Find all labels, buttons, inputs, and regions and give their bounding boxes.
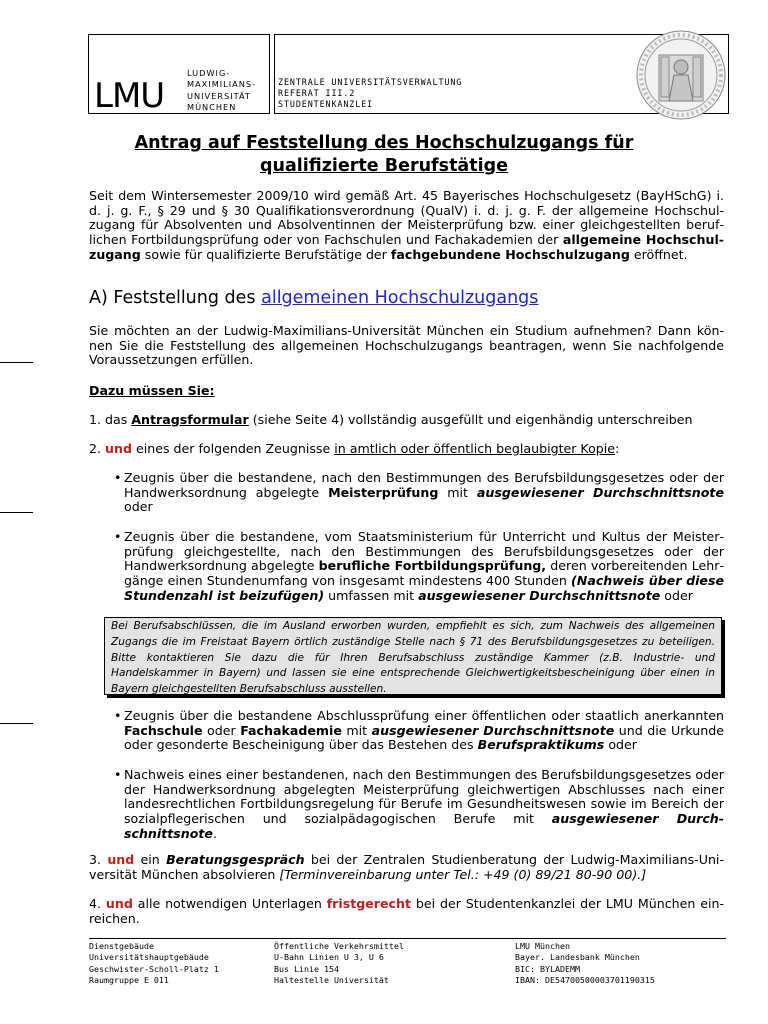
section-a-link[interactable]: allgemeinen Hochschulzugangs [261, 288, 539, 308]
university-seal-image [636, 29, 726, 121]
intro-paragraph: Seit dem Wintersemester 2009/10 wird gemäß Art. 45 Bayerisches Hochschulgesetz (BayHSchG) i. d. j. g. F., § 29 und § 30 Qualifikationsverordnung (QualV) i. d. j. g. F. der allgemeine Hochschulzugang für Absolventen und Absolventinnen der Meisterprüfung bzw. einer gleichgestellten beruflichen Fortbildungsprüfung oder von Fachschulen und Fachakademien der allgemeine Hochschulzugang sowie für qualifizierte Berufstätige der fachgebundene Hochschulzugang eröffnet. [89, 188, 724, 262]
requirements-heading: Dazu müssen Sie: [89, 383, 215, 398]
certificate-option-3: • Zeugnis über die bestandene Abschlussprüfung einer öffentlichen oder staatlich anerkannten Fachschule oder Fachakademie mit ausgewiesener Durchschnittsnote und die Urkunde oder gesonderte Bescheinigung über das Bestehen des Berufspraktikums oder [114, 708, 724, 753]
bullet-icon: • [114, 470, 122, 485]
university-name: LUDWIG- MAXIMILIANS- UNIVERSITÄT MÜNCHEN [187, 68, 257, 113]
fold-mark-bottom [0, 723, 33, 724]
footer-building: Dienstgebäude Universitätshauptgebäude Geschwister-Scholl-Platz 1 Raumgruppe E 011 [89, 941, 219, 985]
requirement-2: 2. und eines der folgenden Zeugnisse in amtlich oder öffentlich beglaubigter Kopie: [89, 441, 620, 456]
bullet-icon: • [114, 708, 122, 723]
footer-divider [89, 938, 726, 939]
footer-bank: LMU München Bayer. Landesbank München BIC: BYLADEMM IBAN: DE54700500003701190315 [515, 941, 655, 985]
certificate-option-1: • Zeugnis über die bestandene, nach den Bestimmungen des Berufsbildungsgesetzes oder der Handwerksordnung abgelegte Meisterprüfung mit ausgewiesener Durchschnittsnote oder [114, 470, 724, 515]
bullet-icon: • [114, 529, 122, 544]
certificate-option-2: • Zeugnis über die bestandene, vom Staatsministerium für Unterricht und Kultus der Meisterprüfung gleichgestellte, nach den Bestimmungen des Berufsbildungsgesetzes oder der Handwerksordnung abgelegte berufliche Fortbildungsprüfung, deren vorbereitenden Lehrgänge einen Stundenumfang von insgesamt mindestens 400 Stunden (Nachweis über diese Stundenzahl ist beizufügen) umfassen mit ausgewiesener Durchschnittsnote oder [114, 529, 724, 603]
requirement-1: 1. das Antragsformular (siehe Seite 4) vollständig ausgefüllt und eigenhändig unterschreiben [89, 412, 693, 427]
lmu-logo: LMU [94, 76, 165, 116]
section-a-heading: A) Feststellung des allgemeinen Hochschulzugangs [89, 288, 539, 308]
section-a-paragraph: Sie möchten an der Ludwig-Maximilians-Universität München ein Studium aufnehmen? Dann können Sie die Feststellung des allgemeinen Hochschulzugangs beantragen, wenn Sie nachfolgende Voraussetzungen erfüllen. [89, 323, 724, 368]
bullet-icon: • [114, 767, 122, 782]
requirement-3: 3. und ein Beratungsgespräch bei der Zentralen Studienberatung der Ludwig-Maximilians-Universität München absolvieren [Terminvereinbarung unter Tel.: +49 (0) 89/21 80-90 00).] [89, 852, 724, 882]
application-form-link[interactable]: Antragsformular [131, 412, 249, 427]
document-title: Antrag auf Feststellung des Hochschulzugangs für qualifizierte Berufstätige [134, 133, 634, 176]
department-name: ZENTRALE UNIVERSITÄTSVERWALTUNG REFERAT III.2 STUDENTENKANZLEI [278, 77, 463, 110]
footer-transport: Öffentliche Verkehrsmittel U-Bahn Linien U 3, U 6 Bus Linie 154 Haltestelle Universität [274, 941, 404, 985]
foreign-qualification-note: Bei Berufsabschlüssen, die im Ausland erworben wurden, empfiehlt es sich, zum Nachweis des allgemeinen Zugangs die im Freistaat Bayern örtlich zuständige Stelle nach § 71 des Berufsbildungsgesetzes zu beteiligen. Bitte kontaktieren Sie dazu die für Ihren Berufsabschluss zuständige Kammer (z.B. Industrie- und Handelskammer in Bayern) und lassen sie eine entsprechende Gleichwertigkeitsbescheinigung über einen in Bayern gleichgestellten Berufsabschluss ausstellen. [104, 617, 722, 695]
fold-mark-middle [0, 512, 33, 513]
requirement-4: 4. und alle notwendigen Unterlagen fristgerecht bei der Studentenkanzlei der LMU München einreichen. [89, 896, 724, 926]
certificate-option-4: • Nachweis eines einer bestandenen, nach den Bestimmungen des Berufsbildungsgesetzes oder der Handwerksordnung abgelegten Meisterprüfung gleichwertigen Abschlusses nach einer landesrechtlichen Fortbildungsregelung für Berufe im Gesundheitswesen sowie im Bereich der sozialpflegerischen und sozialpädagogischen Berufe mit ausgewiesener Durchschnittsnote. [114, 767, 724, 841]
fold-mark-top [0, 362, 33, 363]
